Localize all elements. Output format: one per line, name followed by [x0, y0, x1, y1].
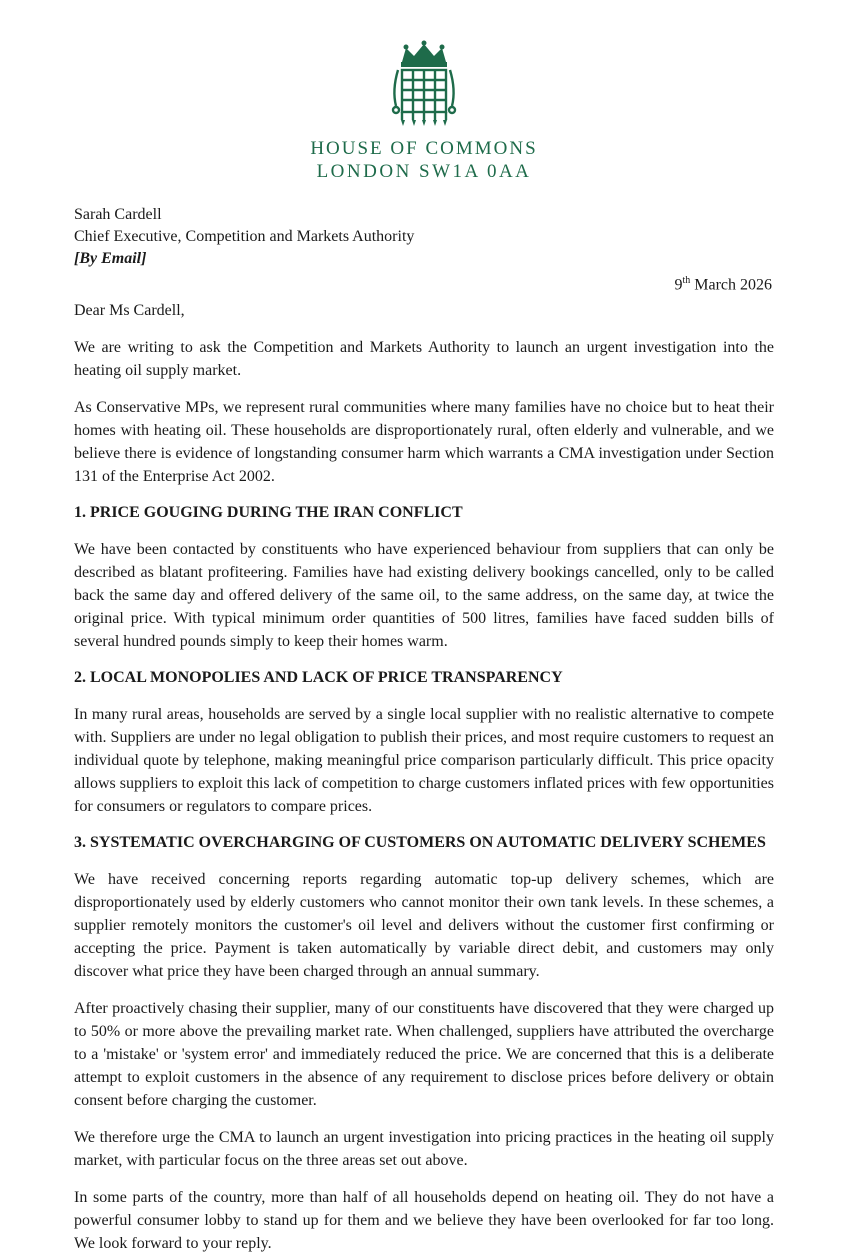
date-day: 9 — [674, 276, 683, 294]
intro-paragraph: We are writing to ask the Competition and Markets Authority to launch an urgent investigation into the heating oil supply market. — [74, 339, 774, 380]
section-heading: 3. SYSTEMATIC OVERCHARGING OF CUSTOMERS ON AUTOMATIC DELIVERY SCHEMES — [74, 834, 766, 852]
section-paragraph: After proactively chasing their supplier, many of our constituents have discovered that they were charged up to 50% or more above the prevailing market rate. When challenged, suppliers have attributed the overcharge to a 'mistake' or 'system error' and immediately reduced the price. We are concerned that this is a deliberate attempt to exploit customers in the absence of any requirement to disclose prices before delivery or obtain consent before charging the customer. — [74, 1000, 774, 1110]
date-rest: March 2026 — [690, 276, 772, 294]
letterhead — [74, 40, 774, 184]
intro-paragraph: As Conservative MPs, we represent rural communities where many families have no choice but to heat their homes with heating oil. These households are disproportionately rural, often elderly and vulnerable, and we believe there is evidence of longstanding consumer harm which warrants a CMA investigation under Section 131 of the Enterprise Act 2002. — [74, 399, 774, 486]
section-heading: 1. PRICE GOUGING DURING THE IRAN CONFLICT — [74, 504, 463, 522]
letter-date — [74, 270, 774, 296]
portcullis-icon — [388, 40, 460, 130]
recipient-block — [74, 204, 774, 270]
salutation: Dear Ms Cardell, — [74, 302, 185, 320]
section-heading: 2. LOCAL MONOPOLIES AND LACK OF PRICE TRANSPARENCY — [74, 669, 563, 687]
letterhead-title: HOUSE OF COMMONS — [310, 138, 538, 159]
closing-paragraph: We therefore urge the CMA to launch an urgent investigation into pricing practices in the heating oil supply market, with particular focus on the three areas set out above. — [74, 1129, 774, 1170]
section-paragraph: We have received concerning reports regarding automatic top-up delivery schemes, which are disproportionately used by elderly customers who cannot monitor their own tank levels. In these schemes, a supplier remotely monitors the customer's oil level and delivers without the customer first confirming or accepting the price. Payment is taken automatically by variable direct debit, and customers may only discover what price they have been charged through an annual summary. — [74, 871, 774, 981]
date-suffix: th — [682, 275, 691, 286]
closing-paragraph: In some parts of the country, more than half of all households depend on heating oil. They do not have a powerful consumer lobby to stand up for them and we believe they have been overlooked for far too long. We look forward to your reply. — [74, 1189, 774, 1253]
delivery-method: [By Email] — [74, 250, 147, 267]
section-paragraph: We have been contacted by constituents who have experienced behaviour from suppliers that can only be described as blatant profiteering. Families have had existing delivery bookings cancelled, only to be called back the same day and offered delivery of the same oil, to the same address, on the same day, at twice the original price. With typical minimum order quantities of 500 litres, families have faced sudden bills of several hundred pounds simply to keep their homes warm. — [74, 541, 774, 651]
recipient-name: Sarah Cardell — [74, 206, 162, 223]
letterhead-address: LONDON SW1A 0AA — [316, 161, 532, 182]
recipient-position: Chief Executive, Competition and Markets Authority — [74, 228, 415, 245]
section-paragraph: In many rural areas, households are served by a single local supplier with no realistic alternative to compete with. Suppliers are under no legal obligation to publish their prices, and most require customers to request an individual quote by telephone, making meaningful price comparison particularly difficult. This price opacity allows suppliers to exploit this lack of competition to charge customers inflated prices with few opportunities for consumers or regulators to compare prices. — [74, 706, 774, 816]
